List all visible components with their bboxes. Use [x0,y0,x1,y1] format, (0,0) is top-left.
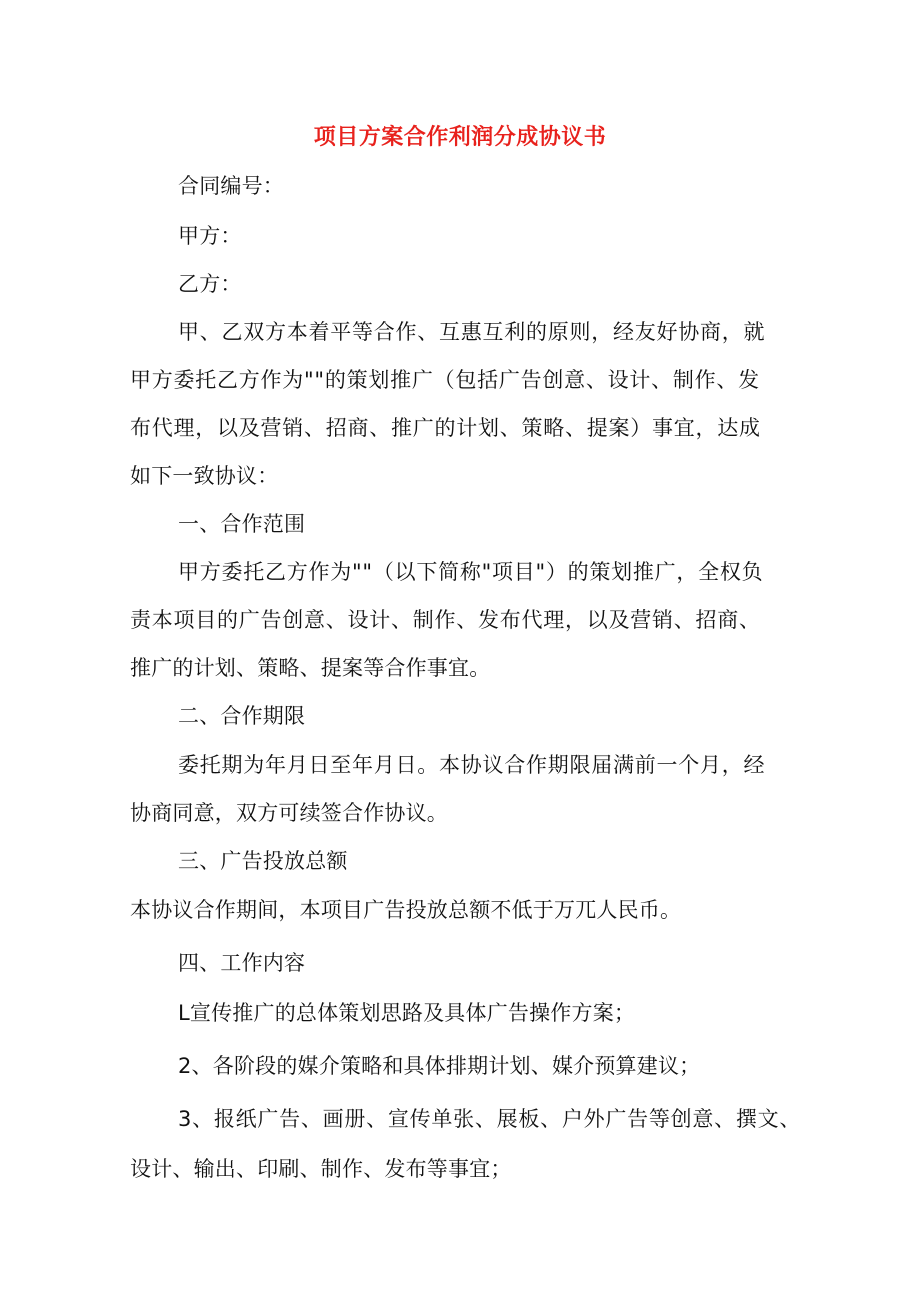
list-item: 设计、输出、印刷、制作、发布等事宜； [130,1157,512,1181]
paragraph-line: 布代理，以及营销、招商、推广的计划、策略、提案）事宜，达成 [130,416,761,440]
paragraph-line: 责本项目的广告创意、设计、制作、发布代理，以及营销、招商、 [130,608,761,632]
paragraph-line: 甲方委托乙方作为""的策划推广（包括广告创意、设计、制作、发 [130,368,760,392]
section-heading-work-content: 四、工作内容 [178,951,306,975]
list-item: 3、报纸广告、画册、宣传单张、展板、户外广告等创意、撰文、 [178,1107,802,1131]
paragraph-line: 推广的计划、策略、提案等合作事宜。 [130,656,491,680]
section-heading-scope: 一、合作范围 [178,512,306,536]
paragraph-line: 如下一致协议： [130,464,279,488]
contract-number-label: 合同编号： [178,174,284,198]
list-item: 2、各阶段的媒介策略和具体排期计划、媒介预算建议； [178,1054,701,1078]
document-title: 项目方案合作利润分成协议书 [313,125,607,150]
section-heading-ad-total: 三、广告投放总额 [178,849,348,873]
ad-total-paragraph: 本协议合作期间，本项目广告投放总额不低于万兀人民币。 [130,898,682,922]
section-heading-term: 二、合作期限 [178,704,306,728]
paragraph-line: 甲、乙双方本着平等合作、互惠互利的原则，经友好协商，就 [178,320,766,344]
party-a-label: 甲方： [178,224,242,248]
paragraph-line: 甲方委托乙方作为""（以下简称"项目"）的策划推广，全权负 [178,560,764,584]
paragraph-line: 协商同意，双方可续签合作协议。 [130,801,448,825]
list-item: L宣传推广的总体策划思路及具体广告操作方案； [178,1001,636,1025]
party-b-label: 乙方： [178,272,242,296]
paragraph-line: 委托期为年月日至年月日。本协议合作期限届满前一个月，经 [178,753,766,777]
